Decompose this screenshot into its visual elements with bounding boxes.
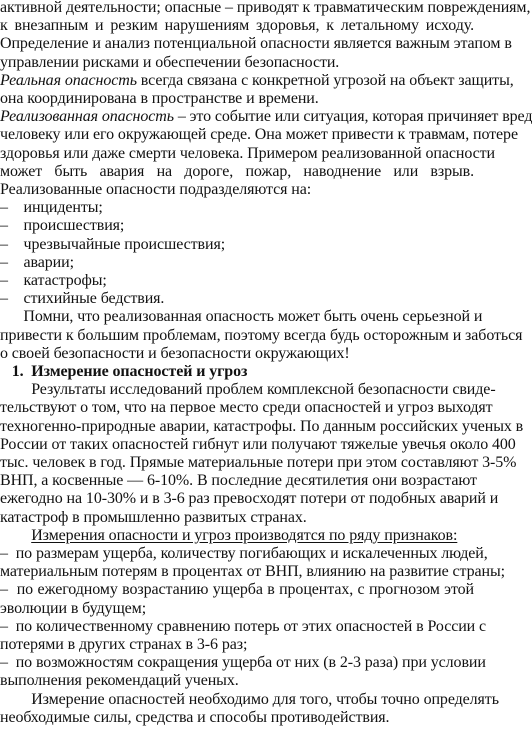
text-run: катастроф в промышленно развитых странах.: [0, 508, 307, 526]
text-run: необходимые силы, средства и способы противодействия.: [0, 708, 390, 726]
text-bold: 1. Измерение опасностей и угроз: [0, 363, 248, 380]
text-run: – по возможностям сокращения ущерба от них (в 2-3 раза) при условии: [0, 654, 486, 672]
text-run: – стихийные бедствия.: [0, 290, 165, 308]
text-run: к внезапным и резким нарушениям здоровья, к летальному исходу.: [0, 17, 474, 35]
text-run: выполнения рекомендаций ученых.: [0, 672, 239, 690]
text-run: Измерение опасностей необходимо для того, чтобы точно определять: [0, 690, 499, 708]
text-run: человеку или его окружающей среде. Она может привести к травмам, потере: [0, 126, 518, 144]
text-italic: Реализованная опасность: [0, 108, 174, 126]
text-run: потерями в других странах в 3-6 раз;: [0, 636, 248, 653]
text-run: может быть авария на дороге, пожар, наводнение или взрыв.: [0, 162, 474, 180]
text-run: – по ежегодному возрастанию ущерба в процентах, с прогнозом этой: [0, 581, 474, 599]
text-run: ежегодно на 10-30% и в 3-6 раз превосходят потери от подобных аварий и: [0, 490, 499, 508]
text-run: материальным потерям в процентах от ВНП, влиянию на развитие страны;: [0, 563, 505, 581]
text-run: техногенно-природные аварии, катастрофы. По данным российских ученых в: [0, 417, 524, 435]
text-run: управлении рисками и обеспечении безопасности.: [0, 53, 340, 71]
text-run: – по размерам ущерба, количеству погибающих и искалеченных людей,: [0, 545, 488, 562]
text-run: здоровья или даже смерти человека. Примером реализованной опасности: [0, 144, 495, 162]
text-run: о своей безопасности и безопасности окружающих!: [0, 344, 350, 362]
text-line: [0, 707, 474, 729]
text-run: Результаты исследований проблем комплексной безопасности свиде-: [0, 381, 496, 399]
text-run: – чрезвычайные происшествия;: [0, 235, 226, 253]
text-run: – аварии;: [0, 253, 74, 271]
text-italic: Реальная опасность: [0, 71, 137, 89]
text-run: Помни, что реализованная опасность может быть очень серьезной и: [0, 308, 483, 326]
text-run: – инциденты;: [0, 199, 103, 217]
text-run: эволюции в будущем;: [0, 599, 147, 617]
text-run: она координирована в пространстве и времени.: [0, 90, 319, 107]
text-run: всегда связана с конкретной угрозой на объект защиты,: [136, 71, 514, 89]
text-run: – по количественному сравнению потерь от этих опасностей в России с: [0, 617, 487, 635]
text-run: – катастрофы;: [0, 272, 107, 289]
text-run: – происшествия;: [0, 217, 125, 235]
text-run: ВНП, а косвенные — 6-10%. В последние десятилетия они возрастают: [0, 472, 477, 490]
text-run: активной деятельности; опасные – приводят к травматическим повреждениям,: [0, 0, 531, 16]
text-underline: Измерения опасности и угроз производятся по ряду признаков:: [31, 526, 458, 544]
text-run: Реализованные опасности подразделяются на:: [0, 181, 312, 198]
text-run: России от таких опасностей гибнут или получают тяжелые увечья около 400: [0, 435, 516, 453]
text-run: привести к большим проблемам, поэтому всегда будь осторожным и заботься: [0, 326, 523, 344]
text-run: [0, 527, 31, 544]
text-run: тельствуют о том, что на первое место среди опасностей и угроз выходят: [0, 399, 493, 417]
text-run: Определение и анализ потенциальной опасности является важным этапом в: [0, 35, 512, 53]
text-run: – это событие или ситуация, которая причиняет вред: [173, 108, 532, 126]
text-run: тыс. человек в год. Прямые материальные потери при этом составляют 3-5%: [0, 454, 517, 471]
